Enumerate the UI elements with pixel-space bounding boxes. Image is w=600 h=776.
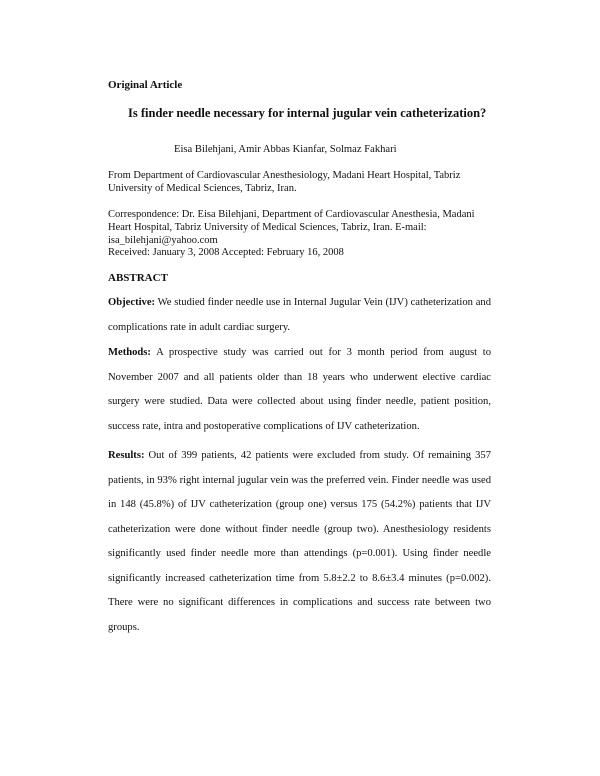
correspondence-text: Dr. Eisa Bilehjani, Department of Cardiovascular Anesthesia, Madani Heart Hospital, Tabriz University of Medical Sciences, Tabriz, Iran. E-mail: isa_bilehjani@yahoo.com xyxy=(108,209,475,246)
affiliation: From Department of Cardiovascular Anesthesiology, Madani Heart Hospital, Tabriz University of Medical Sciences, Tabriz, Iran. xyxy=(108,170,461,194)
abstract-results xyxy=(108,444,491,640)
received-dates: Received: January 3, 2008 Accepted: February 16, 2008 xyxy=(108,247,344,258)
correspondence xyxy=(108,208,493,247)
author-list: Eisa Bilehjani, Amir Abbas Kianfar, Solmaz Fakhari xyxy=(174,144,397,155)
results-label: Results: xyxy=(108,450,145,461)
objective-text: We studied finder needle use in Internal Jugular Vein (IJV) catheterization and complications rate in adult cardiac surgery. xyxy=(108,297,491,333)
methods-label: Methods: xyxy=(108,347,151,358)
abstract-heading: ABSTRACT xyxy=(108,272,168,284)
abstract-objective xyxy=(108,291,491,340)
results-text: Out of 399 patients, 42 patients were excluded from study. Of remaining 357 patients, in 93% right internal jugular vein was the preferred vein. Finder needle was used in 148 (45.8%) of IJV catheterization (group one) versus 175 (54.2%) patients that IJV catheterization were done without finder needle (group two). Anesthesiology residents significantly used finder needle more than attendings (p=0.001). Using finder needle significantly increased catheterization time from 5.8±2.2 to 8.6±3.4 minutes (p=0.002). There were no significant differences in complications and success rate between two groups. xyxy=(108,450,491,633)
article-title: Is finder needle necessary for internal jugular vein catheterization? xyxy=(128,106,487,120)
abstract-methods xyxy=(108,341,491,439)
objective-label: Objective: xyxy=(108,297,156,308)
article-category: Original Article xyxy=(108,79,183,91)
correspondence-label: Correspondence: xyxy=(108,209,180,220)
methods-text: A prospective study was carried out for 3 month period from august to November 2007 and all patients older than 18 years who underwent elective cardiac surgery were studied. Data were collected about using finder needle, patient position, success rate, intra and postoperative complications of IJV catheterization. xyxy=(108,347,491,432)
